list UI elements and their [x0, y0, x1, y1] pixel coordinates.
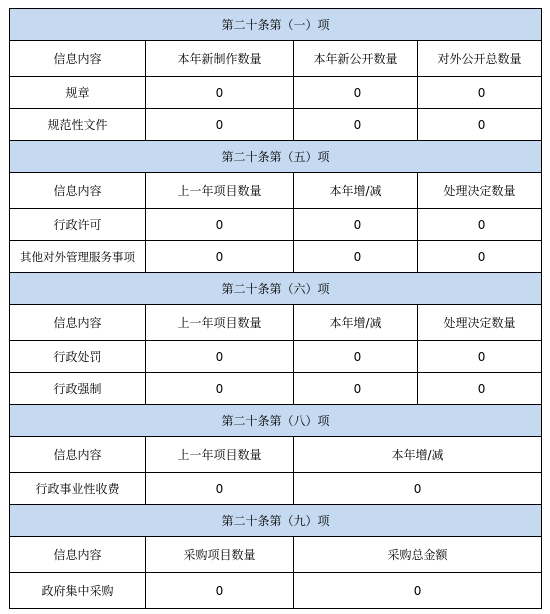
header-cell: 上一年项目数量 — [146, 173, 294, 209]
header-cell: 信息内容 — [10, 537, 146, 573]
section-header-row — [10, 9, 542, 41]
row-label: 规章 — [10, 77, 146, 109]
table-row — [10, 109, 542, 141]
header-cell: 信息内容 — [10, 173, 146, 209]
value-cell: 0 — [418, 341, 542, 373]
header-cell: 上一年项目数量 — [146, 437, 294, 473]
section-title: 第二十条第（九）项 — [10, 505, 542, 537]
header-cell: 本年增/减 — [294, 437, 542, 473]
value-cell: 0 — [294, 77, 418, 109]
value-cell: 0 — [146, 373, 294, 405]
value-cell: 0 — [146, 77, 294, 109]
column-header-row — [10, 41, 542, 77]
value-cell: 0 — [146, 241, 294, 273]
value-cell: 0 — [294, 573, 542, 609]
header-cell: 本年新制作数量 — [146, 41, 294, 77]
section-header-row — [10, 273, 542, 305]
value-cell: 0 — [418, 209, 542, 241]
section-header-row — [10, 141, 542, 173]
header-cell: 信息内容 — [10, 305, 146, 341]
value-cell: 0 — [294, 209, 418, 241]
header-cell: 信息内容 — [10, 41, 146, 77]
value-cell: 0 — [294, 373, 418, 405]
value-cell: 0 — [294, 109, 418, 141]
section-title: 第二十条第（五）项 — [10, 141, 542, 173]
table-row — [10, 209, 542, 241]
header-cell: 本年新公开数量 — [294, 41, 418, 77]
section-title: 第二十条第（六）项 — [10, 273, 542, 305]
header-cell: 采购总金额 — [294, 537, 542, 573]
value-cell: 0 — [146, 473, 294, 505]
value-cell: 0 — [146, 109, 294, 141]
value-cell: 0 — [418, 241, 542, 273]
table-row — [10, 77, 542, 109]
section-header-row — [10, 405, 542, 437]
column-header-row — [10, 173, 542, 209]
header-cell: 本年增/减 — [294, 305, 418, 341]
header-cell: 上一年项目数量 — [146, 305, 294, 341]
table-row — [10, 241, 542, 273]
value-cell: 0 — [418, 373, 542, 405]
table-row — [10, 373, 542, 405]
table-row — [10, 473, 542, 505]
value-cell: 0 — [418, 109, 542, 141]
column-header-row — [10, 537, 542, 573]
row-label: 行政许可 — [10, 209, 146, 241]
row-label: 行政处罚 — [10, 341, 146, 373]
row-label: 其他对外管理服务事项 — [10, 241, 146, 273]
section-header-row — [10, 505, 542, 537]
column-header-row — [10, 437, 542, 473]
value-cell: 0 — [146, 573, 294, 609]
value-cell: 0 — [294, 241, 418, 273]
header-cell: 本年增/减 — [294, 173, 418, 209]
row-label: 行政事业性收费 — [10, 473, 146, 505]
value-cell: 0 — [418, 77, 542, 109]
disclosure-table — [9, 8, 542, 609]
value-cell: 0 — [294, 341, 418, 373]
row-label: 行政强制 — [10, 373, 146, 405]
table-row — [10, 573, 542, 609]
row-label: 规范性文件 — [10, 109, 146, 141]
value-cell: 0 — [146, 341, 294, 373]
section-title: 第二十条第（一）项 — [10, 9, 542, 41]
table-row — [10, 341, 542, 373]
value-cell: 0 — [146, 209, 294, 241]
header-cell: 处理决定数量 — [418, 305, 542, 341]
header-cell: 信息内容 — [10, 437, 146, 473]
header-cell: 采购项目数量 — [146, 537, 294, 573]
value-cell: 0 — [294, 473, 542, 505]
header-cell: 对外公开总数量 — [418, 41, 542, 77]
header-cell: 处理决定数量 — [418, 173, 542, 209]
section-title: 第二十条第（八）项 — [10, 405, 542, 437]
column-header-row — [10, 305, 542, 341]
row-label: 政府集中采购 — [10, 573, 146, 609]
